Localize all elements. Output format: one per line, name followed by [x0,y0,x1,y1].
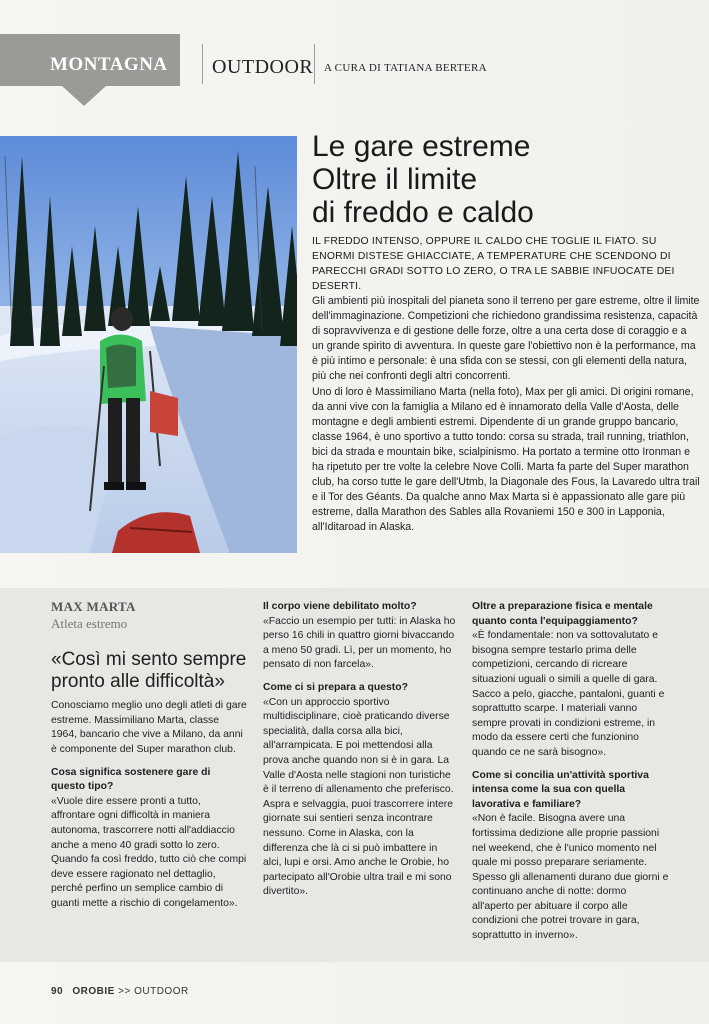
section-label: MONTAGNA [50,54,168,75]
interviewee-name: MAX MARTA [51,599,136,614]
interview-answer: «Faccio un esempio per tutti: in Alaska ho perso 16 chili in quattro giorni bivaccando a meno 50 gradi. Lì, per un momento, ho pensato di non farcela». [263,615,456,671]
section-tab-pointer [62,86,106,106]
interview-question: Come si concilia un'attività sportiva intensa come la sua con quella lavorativa e familiare? [472,769,649,810]
interview-question: Come ci si prepara a questo? [263,681,408,693]
interview-answer: «È fondamentale: non va sottovalutato e bisogna sempre testarlo prima delle competizioni, cercando di ricreare situazioni uguali o simili a quelle di gara. Sacco a pelo, giacche, pantaloni, guanti e soprattutto scarpe. I materiali vanno sempre provati in condizioni estreme, in modo da essere certi che funzionino quando ce ne sarà bisogno». [472,630,665,758]
title-line: Oltre il limite [312,163,478,196]
header-divider [202,44,203,84]
interview-column-1 [51,600,247,918]
interview-answer: «Non è facile. Bisogna avere una fortissima dedizione alle proprie passioni nel weekend, che è l'unico momento nel quale mi posso preparare seriamente. Spesso gli allenamenti durano due giorni e continuano anche di notte: dormo all'aperto per abituare il corpo alle condizioni che potrei trovare in gara, soprattutto in inverno». [472,813,669,942]
interview-answer: «Vuole dire essere pronti a tutto, affrontare ogni difficoltà in maniera autonoma, trascorrere notti all'addiaccio anche a meno 40 gradi sotto lo zero. Quando fa così freddo, tutto ciò che compi deve essere ragionato nel dettaglio, perché perfino un semplice cambio di guanti mette a rischio di congelamento». [51,795,247,909]
title-line: Le gare estreme [312,130,531,163]
page-footer [51,986,189,997]
interview-question: Oltre a preparazione fisica e mentale quanto conta l'equipaggiamento? [472,601,653,627]
curator-credit: A CURA DI TATIANA BERTERA [324,62,487,74]
magazine-name: OROBIE [72,986,115,997]
page-number: 90 [51,986,64,997]
interview-answer: «Con un approccio sportivo multidisciplinare, cioè praticando diverse specialità, dalla corsa alla bici, all'arrampicata. E poi mettendosi alla prova anche quando non si è in gara. La Valle d'Aosta nelle stagioni non turistiche è il terreno di allenamento che preferisco. Aspra e selvaggia, puoi trascorrere intere giornate sui sentieri senza incontrare nessuno. Come in Alaska, con la differenza che là ci si può imbattere in alci, lupi e orsi. Amo anche le Orobie, ho partecipato all'Orobie ultra trail e mi sono divertito». [263,696,454,898]
article-lead: IL FREDDO INTENSO, OPPURE IL CALDO CHE TOGLIE IL FIATO. SU ENORMI DISTESE GHIACCIATE, A TEMPERATURE CHE SCENDONO DI PARECCHI GRADI SOTTO LO ZERO, O TRA LE SABBIE INFUOCATE DEI DESERTI. [312,236,675,292]
article-title [312,130,702,229]
interviewee-role: Atleta estremo [51,615,128,631]
article-body [312,294,700,536]
interview-question: Cosa significa sostenere gare di questo tipo? [51,766,211,793]
title-line: di freddo e caldo [312,196,534,229]
interview-column-3 [472,600,670,950]
article-photo [0,136,297,553]
article-paragraph: Gli ambienti più inospitali del pianeta sono il terreno per gare estreme, oltre il limite dell'immaginazione. Competizioni che richiedono grandissima resistenza, capacità di sopravvivenza e di gestione delle forze, oltre a una certa dose di coraggio e a un grande spirito di avventura. In queste gare l'obiettivo non è la performance, ma è più intimo e personale: è una sfida con se stessi, con gli elementi della natura, più che nei confronti degli altri concorrenti. [312,295,700,383]
interview-intro: Conosciamo meglio uno degli atleti di gare estreme. Massimiliano Marta, classe 1964, bancario che vive a Milano, da anni è componente del Super marathon club. [51,700,247,755]
article-paragraph: Uno di loro è Massimiliano Marta (nella foto), Max per gli amici. Di origini romane, da anni vive con la famiglia a Milano ed è innamorato della Valle d'Aosta, delle montagne e degli ambienti estremi. Dipendente di un grande gruppo bancario, classe 1964, è uno sportivo a tutto tondo: corsa su strada, trail running, triathlon, bici da strada e mountain bike, scialpinismo. Ha portato a termine otto Ironman e ha ripetuto per tre volte la celebre Nove Colli. Marta fa parte del Super marathon club, ha corso tutte le gare dell'Utmb, la Diagonale des Fous, la Lavaredo ultra trail e il Tor des Géants. Da qualche anno Max Marta si è appassionato alle gare più estreme, dalla Marathon des Sables alla Rovaniemi 150 e 300 in Lapponia, all'Iditaroad in Alaska. [312,385,700,534]
header-divider [314,44,315,84]
pull-quote: «Così mi sento sempre pronto alle difficoltà» [51,649,247,693]
category-label: OUTDOOR [212,56,314,78]
interview-question: Il corpo viene debilitato molto? [263,601,417,612]
footer-section: >> OUTDOOR [118,986,189,997]
interview-column-2 [263,600,457,906]
